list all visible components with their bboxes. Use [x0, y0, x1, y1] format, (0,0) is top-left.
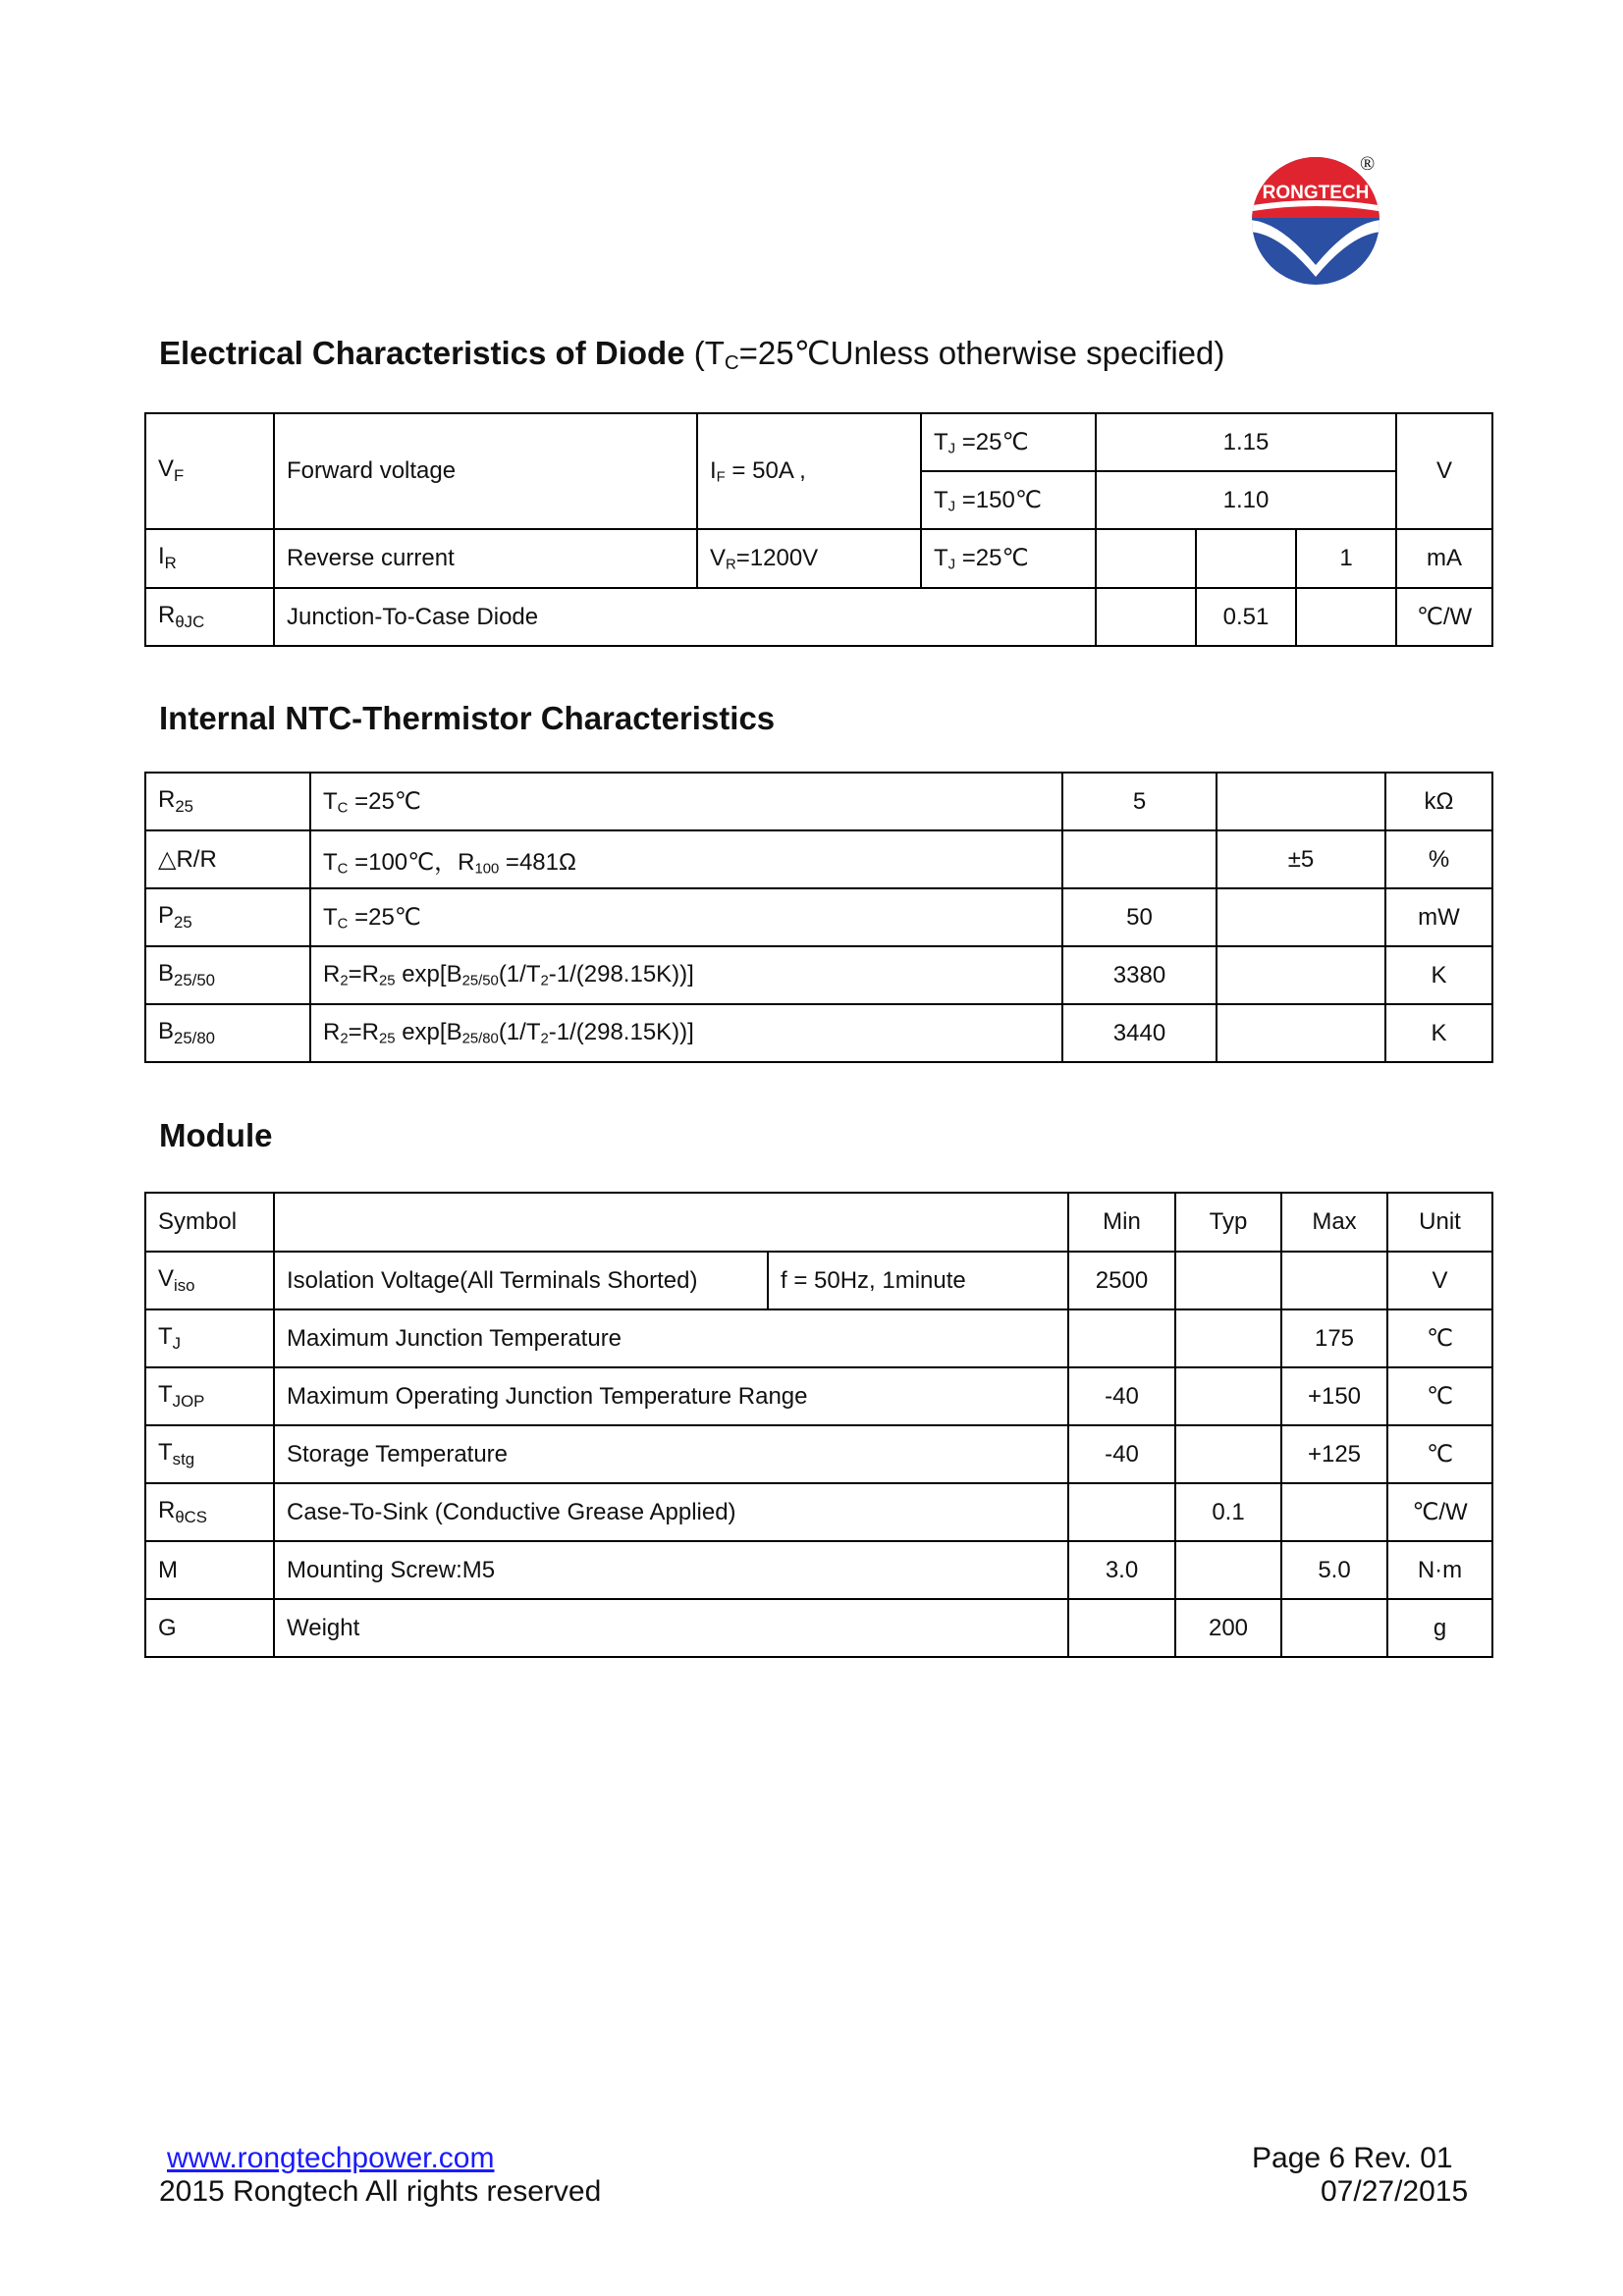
condition-cell: f = 50Hz, 1minute	[768, 1252, 1068, 1309]
condition-cell: $T_C$ =100℃，$R_{100} =481\Omega$	[310, 830, 1062, 888]
symbol-cell: $V_{iso}$	[145, 1252, 274, 1309]
min-cell	[1068, 1309, 1175, 1367]
symbol-cell: $R_{\theta JC}$	[145, 588, 274, 646]
table-row	[145, 1309, 1492, 1367]
table-row	[145, 1483, 1492, 1541]
unit-cell: ℃	[1387, 1425, 1492, 1483]
parameter-cell: Maximum Junction Temperature	[274, 1309, 1068, 1367]
max-cell: +125	[1281, 1425, 1387, 1483]
tolerance-cell	[1217, 946, 1385, 1004]
min-cell	[1068, 1483, 1175, 1541]
min-cell	[1096, 529, 1196, 588]
condition-cell: $T_C$ =25℃	[310, 773, 1062, 830]
symbol-cell: $R_{25}$	[145, 773, 310, 830]
symbol-cell: $T_{JOP}$	[145, 1367, 274, 1425]
value-cell: 5	[1062, 773, 1217, 830]
min-cell: 3.0	[1068, 1541, 1175, 1599]
min-cell	[1096, 588, 1196, 646]
typ-cell	[1175, 1367, 1281, 1425]
temperature-cell: $T_J$ =150℃	[921, 471, 1096, 529]
typ-cell: 200	[1175, 1599, 1281, 1657]
blank-header	[274, 1193, 1068, 1252]
max-cell	[1281, 1483, 1387, 1541]
tolerance-cell	[1217, 1004, 1385, 1062]
table-row	[145, 1425, 1492, 1483]
table-row	[145, 1599, 1492, 1657]
max-cell	[1281, 1252, 1387, 1309]
unit-cell: g	[1387, 1599, 1492, 1657]
symbol-cell: $P_{25}$	[145, 888, 310, 946]
unit-cell: N·m	[1387, 1541, 1492, 1599]
parameter-cell: Weight	[274, 1599, 1068, 1657]
table-row	[145, 773, 1492, 830]
document-date: 07/27/2015	[1321, 2175, 1469, 2208]
parameter-cell: Reverse current	[274, 529, 697, 588]
value-cell: 3440	[1062, 1004, 1217, 1062]
table-row	[145, 413, 1492, 471]
condition-cell: $I_F = 50A$ ,	[697, 413, 921, 529]
min-cell	[1068, 1599, 1175, 1657]
max-cell: 5.0	[1281, 1541, 1387, 1599]
symbol-cell: △R/R	[145, 830, 310, 888]
ntc-section-title: Internal NTC-Thermistor Characteristics	[159, 700, 776, 736]
table-row	[145, 888, 1492, 946]
unit-cell: ℃/W	[1387, 1483, 1492, 1541]
max-cell: 1	[1296, 529, 1396, 588]
condition-cell: $R_2=R_{25}$ $\exp[B_{25/50}(1/T_2-1/(298.15K))]$	[310, 946, 1062, 1004]
unit-cell: K	[1385, 1004, 1492, 1062]
value-cell: 1.10	[1096, 471, 1396, 529]
parameter-cell: Maximum Operating Junction Temperature Range	[274, 1367, 1068, 1425]
diode-section-title: Electrical Characteristics of Diode ($T_C=25℃Unless$ otherwise specified)	[159, 335, 1225, 375]
unit-cell: ℃/W	[1396, 588, 1492, 646]
unit-cell: V	[1387, 1252, 1492, 1309]
condition-cell: $T_C$ =25℃	[310, 888, 1062, 946]
min-header: Min	[1068, 1193, 1175, 1252]
unit-cell: mA	[1396, 529, 1492, 588]
symbol-cell: $V_F$	[145, 413, 274, 529]
typ-cell	[1196, 529, 1296, 588]
typ-header: Typ	[1175, 1193, 1281, 1252]
copyright-text: 2015 Rongtech All rights reserved	[159, 2175, 602, 2208]
value-cell: 1.15	[1096, 413, 1396, 471]
typ-cell: 0.51	[1196, 588, 1296, 646]
value-cell: 50	[1062, 888, 1217, 946]
table-row	[145, 529, 1492, 588]
registered-mark: ®	[1360, 153, 1376, 175]
module-section-title: Module	[159, 1117, 273, 1153]
table-row	[145, 1252, 1492, 1309]
symbol-cell: M	[145, 1541, 274, 1599]
diode-characteristics-table	[144, 412, 1493, 647]
symbol-cell: $I_R$	[145, 529, 274, 588]
unit-cell: kΩ	[1385, 773, 1492, 830]
tolerance-cell	[1217, 773, 1385, 830]
symbol-header: Symbol	[145, 1193, 274, 1252]
max-cell: 175	[1281, 1309, 1387, 1367]
tolerance-cell	[1217, 888, 1385, 946]
parameter-cell: Mounting Screw:M5	[274, 1541, 1068, 1599]
min-cell: -40	[1068, 1367, 1175, 1425]
svg-text:RONGTECH: RONGTECH	[1262, 183, 1370, 203]
typ-cell	[1175, 1541, 1281, 1599]
website-link[interactable]: www.rongtechpower.com	[167, 2142, 495, 2174]
unit-header: Unit	[1387, 1193, 1492, 1252]
unit-cell: V	[1396, 413, 1492, 529]
typ-cell	[1175, 1425, 1281, 1483]
symbol-cell: $B_{25/80}$	[145, 1004, 310, 1062]
unit-cell: ℃	[1387, 1367, 1492, 1425]
table-row	[145, 946, 1492, 1004]
max-cell: +150	[1281, 1367, 1387, 1425]
unit-cell: mW	[1385, 888, 1492, 946]
temperature-cell: $T_J$ =25℃	[921, 413, 1096, 471]
temperature-cell: $T_J$ =25℃	[921, 529, 1096, 588]
condition-cell: $R_2=R_{25}$ $\exp[B_{25/80}(1/T_2-1/(298.15K))]$	[310, 1004, 1062, 1062]
parameter-cell: Junction-To-Case Diode	[274, 588, 1096, 646]
value-cell: 3380	[1062, 946, 1217, 1004]
unit-cell: %	[1385, 830, 1492, 888]
max-cell	[1281, 1599, 1387, 1657]
table-row	[145, 588, 1492, 646]
typ-cell: 0.1	[1175, 1483, 1281, 1541]
typ-cell	[1175, 1252, 1281, 1309]
min-cell: 2500	[1068, 1252, 1175, 1309]
max-header: Max	[1281, 1193, 1387, 1252]
max-cell	[1296, 588, 1396, 646]
ntc-characteristics-table	[144, 772, 1493, 1063]
unit-cell: K	[1385, 946, 1492, 1004]
typ-cell	[1175, 1309, 1281, 1367]
parameter-cell: Isolation Voltage(All Terminals Shorted)	[274, 1252, 768, 1309]
parameter-cell: Forward voltage	[274, 413, 697, 529]
header-row	[145, 1193, 1492, 1252]
module-table	[144, 1192, 1493, 1658]
unit-cell: ℃	[1387, 1309, 1492, 1367]
table-row	[145, 1541, 1492, 1599]
table-row	[145, 1004, 1492, 1062]
symbol-cell: $T_J$	[145, 1309, 274, 1367]
table-row	[145, 1367, 1492, 1425]
value-cell	[1062, 830, 1217, 888]
table-row	[145, 830, 1492, 888]
parameter-cell: Storage Temperature	[274, 1425, 1068, 1483]
symbol-cell: $R_{\theta CS}$	[145, 1483, 274, 1541]
condition-cell: $V_R=1200V$	[697, 529, 921, 588]
parameter-cell: Case-To-Sink (Conductive Grease Applied)	[274, 1483, 1068, 1541]
symbol-cell: $B_{25/50}$	[145, 946, 310, 1004]
min-cell: -40	[1068, 1425, 1175, 1483]
page-revision: Page 6 Rev. 01	[1252, 2142, 1453, 2174]
symbol-cell: G	[145, 1599, 274, 1657]
symbol-cell: $T_{stg}$	[145, 1425, 274, 1483]
tolerance-cell: ±5	[1217, 830, 1385, 888]
